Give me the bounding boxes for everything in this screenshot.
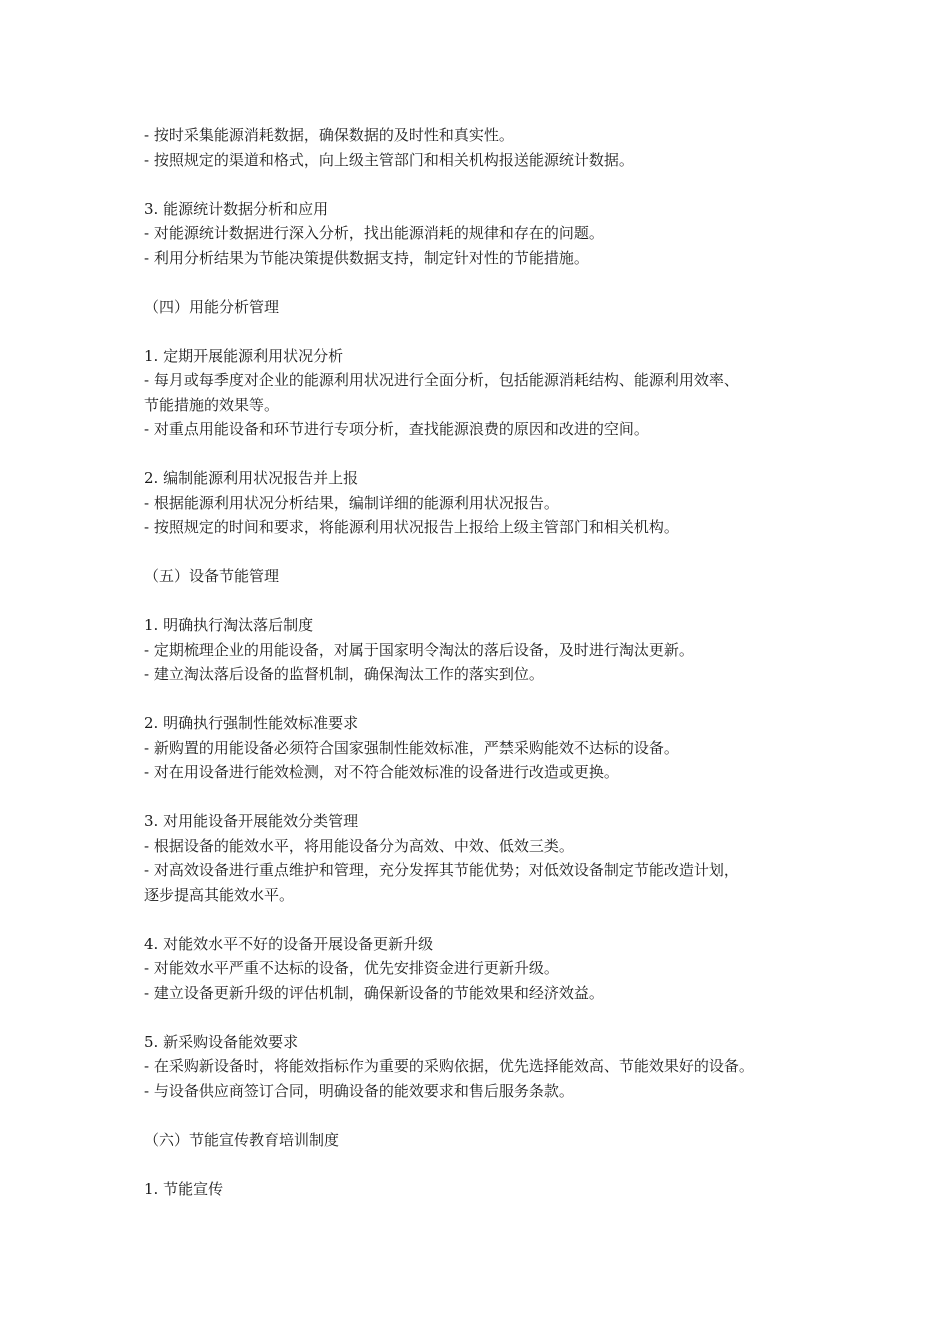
- section-heading: （五）设备节能管理: [144, 567, 280, 585]
- text-line: 2. 编制能源利用状况报告并上报: [144, 469, 359, 487]
- paragraph-gap: [144, 687, 824, 712]
- paragraph-gap: [144, 172, 824, 197]
- text-line: 1. 节能宣传: [144, 1179, 224, 1198]
- text-line: - 对能源统计数据进行深入分析，找出能源消耗的规律和存在的问题。: [144, 224, 604, 242]
- text-line: - 建立淘汰落后设备的监督机制，确保淘汰工作的落实到位。: [144, 665, 544, 683]
- text-line: 逐步提高其能效水平。: [144, 885, 295, 904]
- paragraph-gap: [144, 442, 824, 467]
- text-line: 1. 明确执行淘汰落后制度: [144, 616, 314, 634]
- text-line: - 对重点用能设备和环节进行专项分析，查找能源浪费的原因和改进的空间。: [144, 420, 649, 438]
- text-line: - 对能效水平严重不达标的设备，优先安排资金进行更新升级。: [144, 959, 559, 977]
- text-line: 节能措施的效果等。: [144, 395, 280, 414]
- text-line: - 对高效设备进行重点维护和管理，充分发挥其节能优势；对低效设备制定节能改造计划，: [144, 861, 739, 879]
- paragraph-gap: [144, 319, 824, 344]
- text-line: - 按时采集能源消耗数据，确保数据的及时性和真实性。: [144, 126, 514, 144]
- text-line: - 每月或每季度对企业的能源利用状况进行全面分析，包括能源消耗结构、能源利用效率、: [144, 371, 739, 389]
- paragraph-gap: [144, 270, 824, 295]
- text-line: - 在采购新设备时，将能效指标作为重要的采购依据，优先选择能效高、节能效果好的设备。: [144, 1057, 754, 1075]
- paragraph-gap: [144, 589, 824, 614]
- text-line: 3. 对用能设备开展能效分类管理: [144, 812, 359, 830]
- text-line: - 定期梳理企业的用能设备，对属于国家明令淘汰的落后设备，及时进行淘汰更新。: [144, 640, 694, 659]
- paragraph-gap: [144, 907, 824, 932]
- text-line: - 建立设备更新升级的评估机制，确保新设备的节能效果和经济效益。: [144, 983, 604, 1002]
- text-line: 3. 能源统计数据分析和应用: [144, 199, 329, 218]
- text-line: 2. 明确执行强制性能效标准要求: [144, 714, 359, 732]
- text-line: - 按照规定的渠道和格式，向上级主管部门和相关机构报送能源统计数据。: [144, 150, 634, 169]
- paragraph-gap: [144, 785, 824, 810]
- section-heading: （六）节能宣传教育培训制度: [144, 1130, 340, 1149]
- paragraph-gap: [144, 540, 824, 565]
- text-line: - 与设备供应商签订合同，明确设备的能效要求和售后服务条款。: [144, 1081, 574, 1100]
- text-line: - 新购置的用能设备必须符合国家强制性能效标准，严禁采购能效不达标的设备。: [144, 738, 679, 757]
- text-line: - 根据能源利用状况分析结果，编制详细的能源利用状况报告。: [144, 493, 559, 512]
- text-line: 4. 对能效水平不好的设备开展设备更新升级: [144, 934, 434, 953]
- paragraph-gap: [144, 1152, 824, 1177]
- text-line: - 利用分析结果为节能决策提供数据支持，制定针对性的节能措施。: [144, 248, 589, 267]
- section-heading: （四）用能分析管理: [144, 297, 280, 316]
- paragraph-gap: [144, 1103, 824, 1128]
- text-line: 5. 新采购设备能效要求: [144, 1032, 299, 1051]
- document-body: [144, 123, 824, 1201]
- text-line: - 对在用设备进行能效检测，对不符合能效标准的设备进行改造或更换。: [144, 763, 619, 781]
- paragraph-gap: [144, 1005, 824, 1030]
- text-line: - 按照规定的时间和要求，将能源利用状况报告上报给上级主管部门和相关机构。: [144, 518, 679, 536]
- text-line: 1. 定期开展能源利用状况分析: [144, 346, 344, 365]
- text-line: - 根据设备的能效水平，将用能设备分为高效、中效、低效三类。: [144, 836, 574, 855]
